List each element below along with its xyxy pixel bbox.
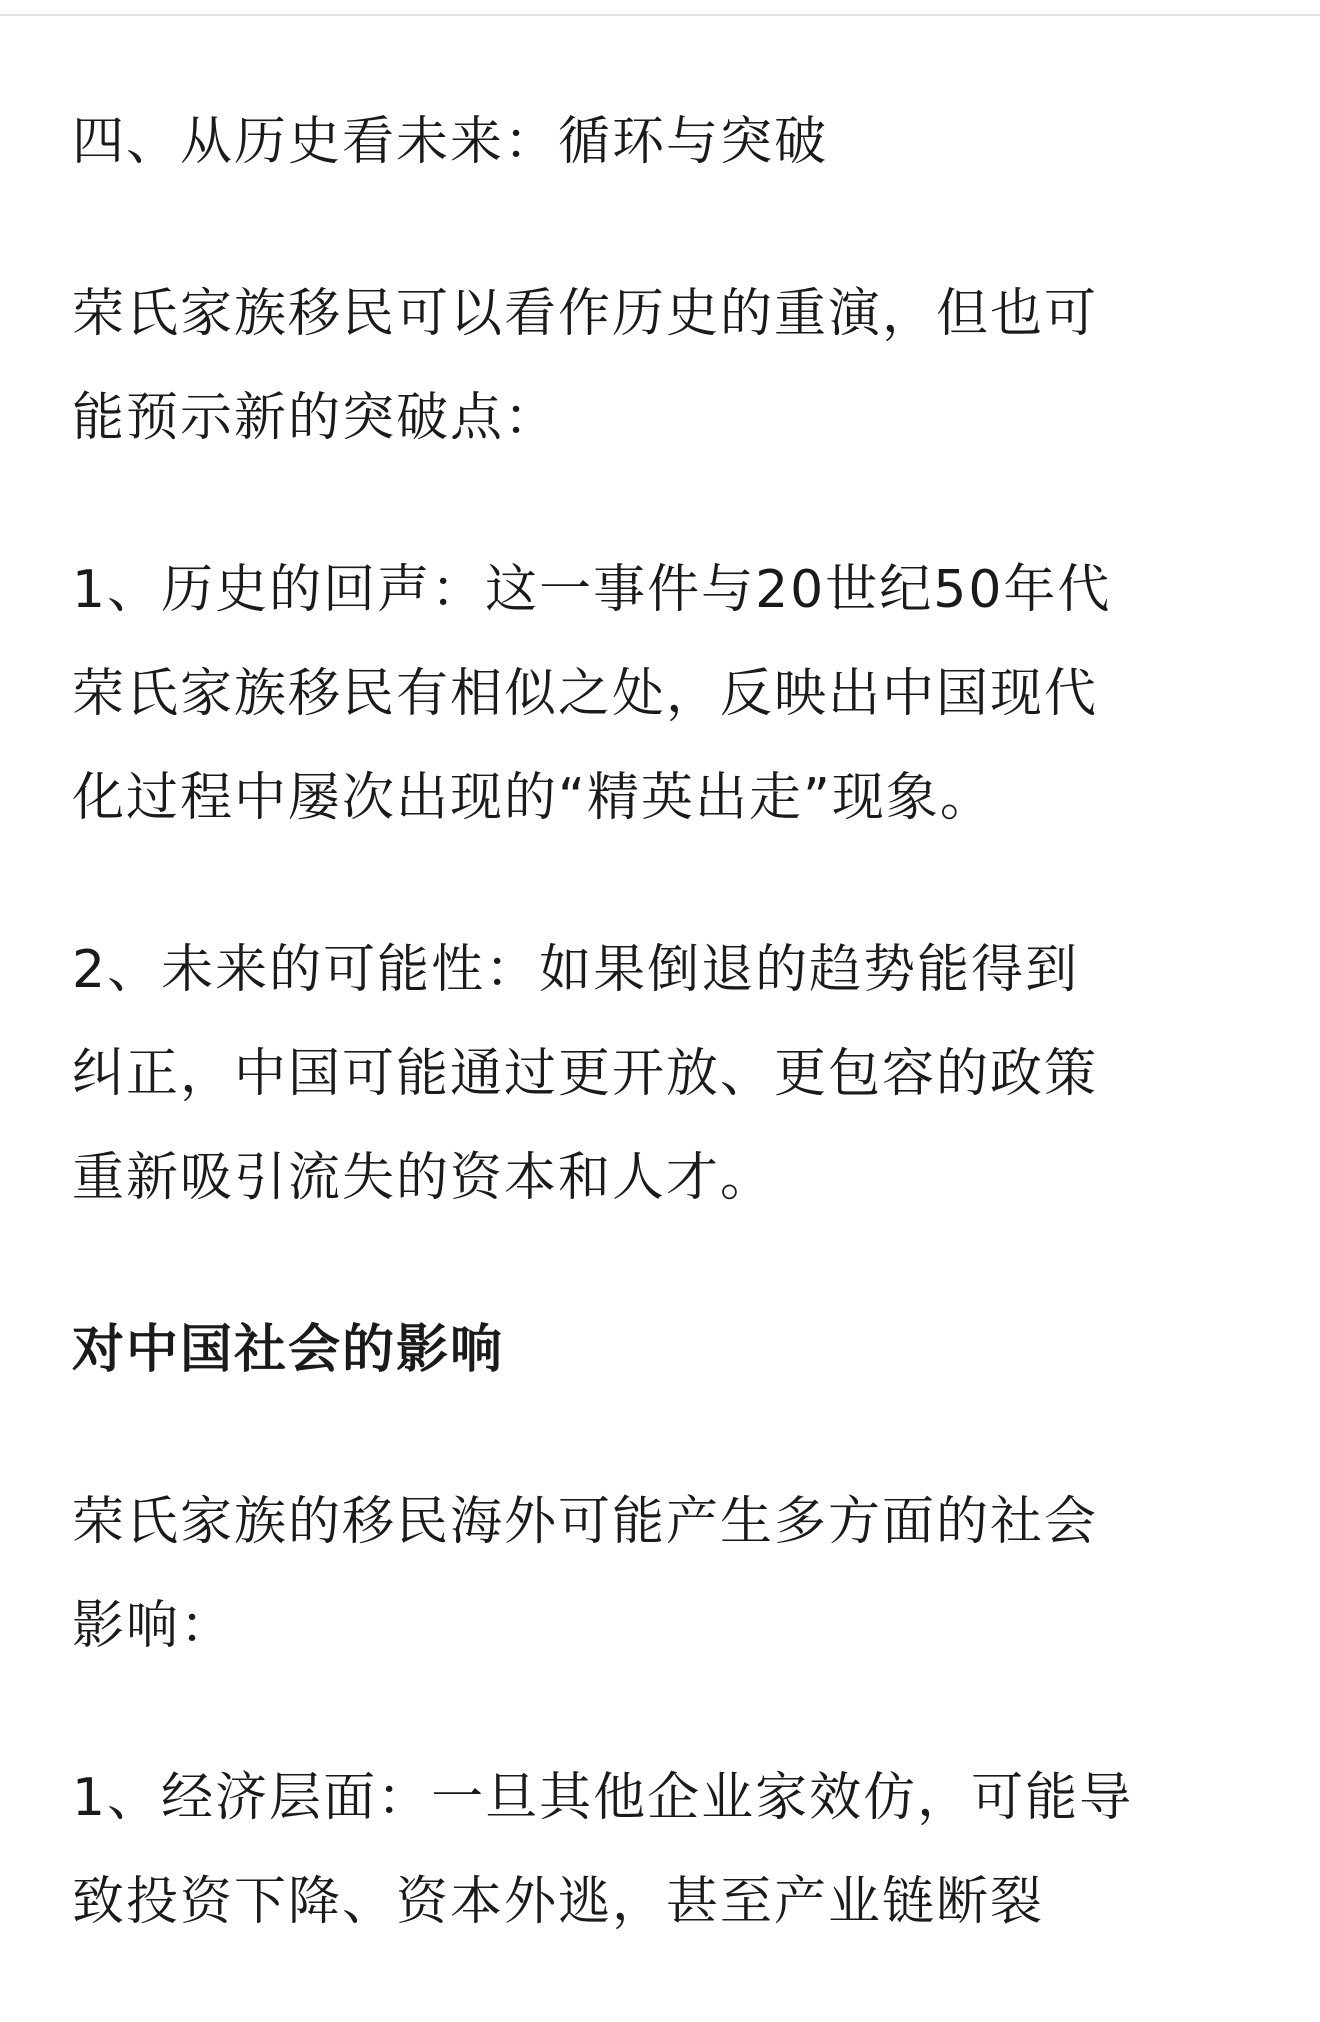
paragraph-line: 纠正，中国可能通过更开放、更包容的政策 [72,1044,1099,1104]
paragraph-line: 荣氏家族的移民海外可能产生多方面的社会 [72,1492,1099,1552]
impact-heading: 对中国社会的影响 [72,1320,505,1380]
paragraph-line: 荣氏家族移民可以看作历史的重演，但也可 [72,284,1099,344]
intro-paragraph [72,262,1252,470]
paragraph-line: 1、历史的回声：这一事件与20世纪50年代 [72,560,1112,620]
paragraph-line: 致投资下降、资本外逃，甚至产业链断裂 [72,1872,1045,1932]
paragraph-line: 重新吸引流失的资本和人才。 [72,1148,775,1208]
paragraph-line: 2、未来的可能性：如果倒退的趋势能得到 [72,940,1080,1000]
point-1-paragraph [72,538,1252,850]
section-title: 四、从历史看未来：循环与突破 [72,112,829,172]
paragraph-line: 能预示新的突破点： [72,388,559,448]
paragraph-line: 1、经济层面：一旦其他企业家效仿，可能导 [72,1768,1134,1828]
paragraph-line: 化过程中屡次出现的“精英出走”现象。 [72,768,994,828]
top-divider [0,14,1320,16]
article-body [72,90,1252,2022]
point-2-paragraph [72,918,1252,1230]
impact-1-paragraph [72,1746,1252,1954]
paragraph-line: 影响： [72,1596,235,1656]
impact-intro-paragraph [72,1470,1252,1678]
paragraph-line: 荣氏家族移民有相似之处，反映出中国现代 [72,664,1099,724]
